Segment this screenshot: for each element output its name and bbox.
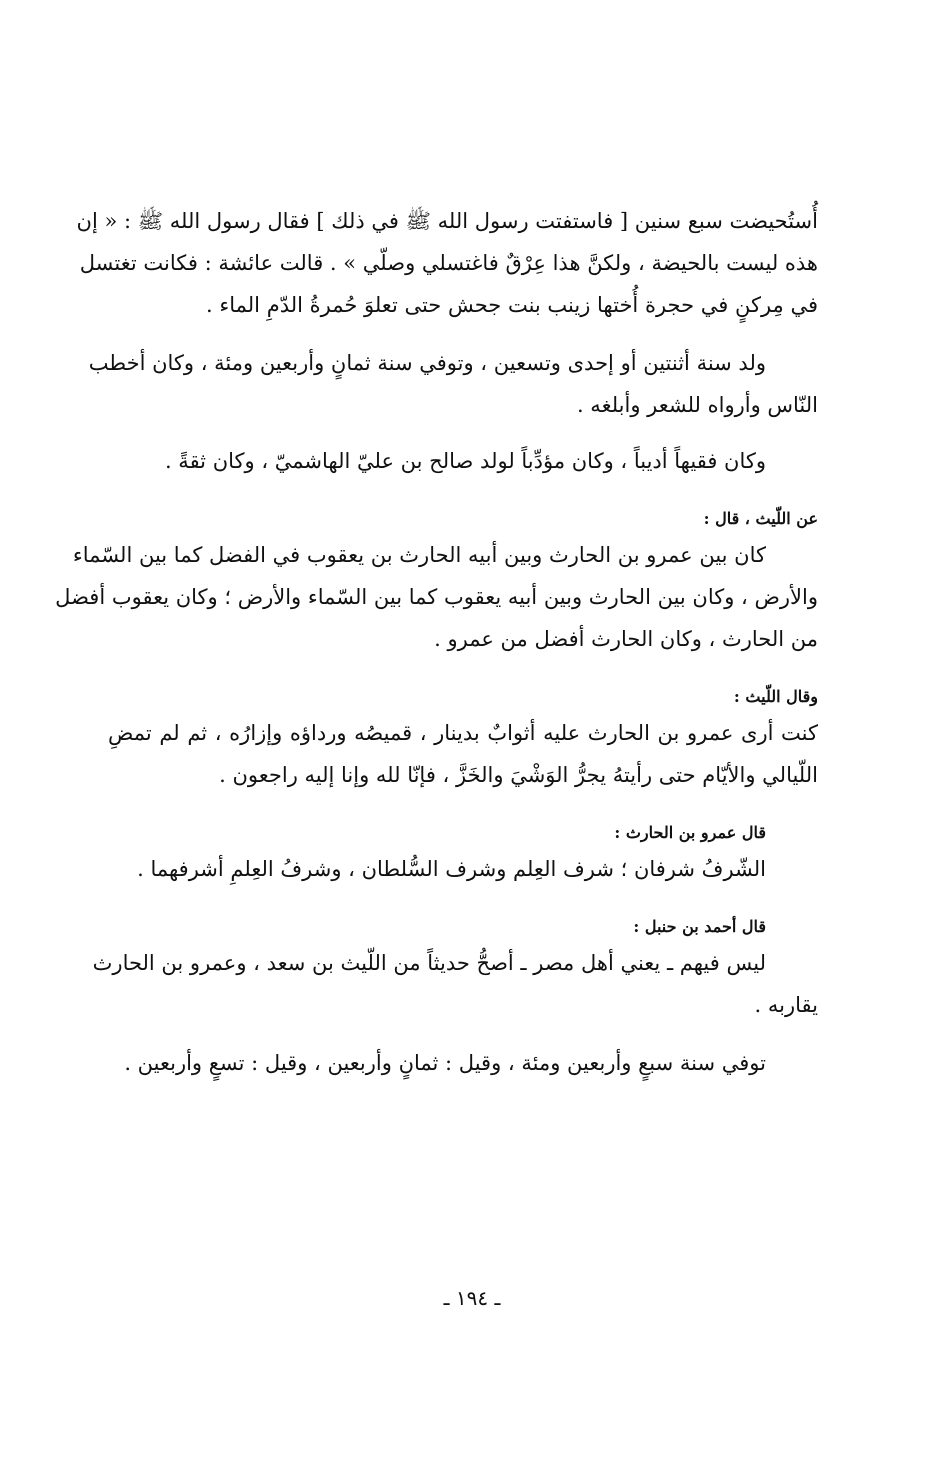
text-line: النّاس وأرواه للشعر وأبلغه . <box>576 393 818 417</box>
paragraph <box>108 1042 818 1084</box>
section-heading: عن اللّيث ، قال : <box>703 509 818 528</box>
text-line: كان بين عمرو بن الحارث وبين أبيه الحارث بن يعقوب في الفضل كما بين السّماء <box>72 543 766 567</box>
paragraph <box>55 534 818 660</box>
text-line: اللّيالي والأيّام حتى رأيتهُ يجرُّ الوَشْيَ والخَزَّ ، فإنّا لله وإنا إليه راجعون . <box>219 763 818 787</box>
text-line: والأرض ، وكان بين الحارث وبين أبيه يعقوب كما بين السّماء والأرض ؛ وكان يعقوب أفضل <box>55 585 818 609</box>
text-line: من الحارث ، وكان الحارث أفضل من عمرو . <box>434 627 818 651</box>
paragraph <box>92 942 818 1026</box>
section-heading: قال أحمد بن حنبل : <box>633 917 766 936</box>
section-heading: وقال اللّيث : <box>733 687 818 706</box>
section-heading: قال عمرو بن الحارث : <box>614 823 766 842</box>
page-number: ـ ١٩٤ ـ <box>443 1286 501 1310</box>
text-line: يقاربه . <box>754 993 818 1017</box>
text-line: في مِركنٍ في حجرة أُختها زينب بنت جحش حتى تعلوَ حُمرةُ الدّمِ الماء . <box>206 293 818 317</box>
text-line: هذه ليست بالحيضة ، ولكنَّ هذا عِرْقٌ فاغتسلي وصلّي » . قالت عائشة : فكانت تغتسل <box>79 251 818 275</box>
text-line: ولد سنة أثنتين أو إحدى وتسعين ، وتوفي سنة ثمانٍ وأربعين ومئة ، وكان أخطب <box>88 351 766 375</box>
paragraph <box>76 200 818 326</box>
text-line: ليس فيهم ـ يعني أهل مصر ـ أصحُّ حديثاً من اللّيث بن سعد ، وعمرو بن الحارث <box>92 951 766 975</box>
text-line: كنت أرى عمرو بن الحارث عليه أثوابٌ بدينار ، قميصُه ورداؤه وإزارُه ، ثم لم تمضِ <box>108 721 818 745</box>
text-line: الشّرفُ شرفان ؛ شرف العِلم وشرف السُّلطان ، وشرفُ العِلمِ أشرفهما . <box>137 857 766 881</box>
page-body <box>55 200 818 1084</box>
paragraph <box>108 440 818 482</box>
text-line: وكان فقيهاً أديباً ، وكان مؤدِّباً لولد صالح بن عليّ الهاشميّ ، وكان ثقةً . <box>164 449 766 473</box>
paragraph <box>108 848 818 890</box>
text-line: توفي سنة سبعٍ وأربعين ومئة ، وقيل : ثمانٍ وأربعين ، وقيل : تسعٍ وأربعين . <box>124 1051 766 1075</box>
text-line: أُستُحيضت سبع سنين [ فاستفتت رسول الله ﷺ في ذلك ] فقال رسول الله ﷺ : « إن <box>76 209 818 233</box>
paragraph <box>88 342 818 426</box>
paragraph <box>108 712 818 796</box>
